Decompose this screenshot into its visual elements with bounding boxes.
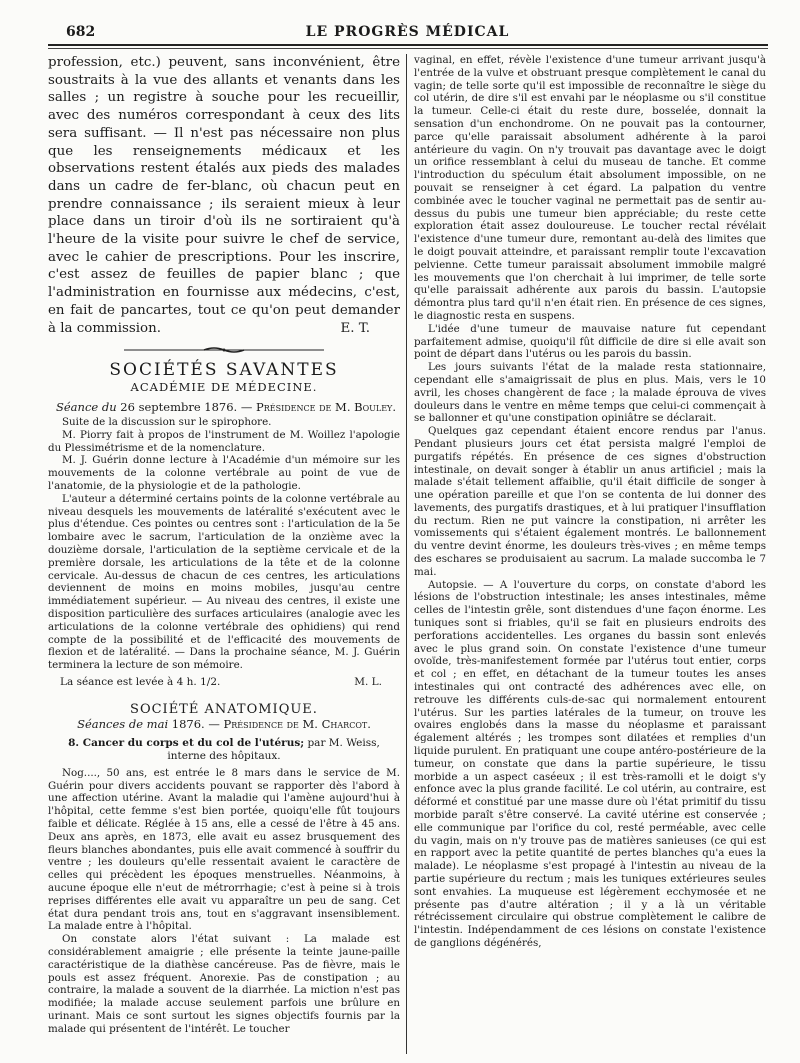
anatomic-society-title: SOCIÉTÉ ANATOMIQUE. bbox=[130, 701, 318, 717]
case-paragraph: L'idée d'une tumeur de mauvaise nature fut cependant parfaitement admise, quoiqu'il fût difficile de dire si elle avait son point de départ dans l'utérus ou les parois du bassin. bbox=[414, 322, 766, 361]
case-title bbox=[48, 737, 400, 763]
case-author: par M. Weiss, interne des hôpitaux. bbox=[167, 736, 380, 762]
case-paragraph: On constate alors l'état suivant : La malade est considérablement amaigrie ; elle présente la teinte jaune-paille caractéristique de la diathèse cancéreuse. Pas de fièvre, mais le pouls est assez fréquent. Anorexie. Pas de constipation ; au contraire, la malade a souvent de la diarrhée. La miction n'est pas modifiée; la malade accuse seulement parfois une brûlure en urinant. Mais ce sont surtout les signes objectifs fournis par la malade qui présentent de l'intérêt. Le toucher bbox=[48, 933, 400, 1035]
section-title: SOCIÉTÉS SAVANTES bbox=[109, 359, 339, 380]
session-paragraph: Suite de la discussion sur le spirophore. bbox=[62, 415, 272, 428]
session-presidency: Présidence de M. Bouley. bbox=[256, 399, 396, 414]
case-paragraph: Quelques gaz cependant étaient encore rendus par l'anus. Pendant plusieurs jours cet état persista malgré l'emploi de purgatifs répétés. En présence de ces signes d'obstruction intestinale, on devait songer à établir un anus artificiel ; mais la malade s'était tellement affaiblie, qu'il était difficile de songer à une opération pareille et que l'on se contenta de lui donner des lavements, des purgatifs drastiques, et à lui pratiquer l'insufflation du rectum. Rien ne put vaincre la constipation, ni arrêter les vomissements qui s'étaient également montrés. Le ballonnement du ventre devint énorme, les douleurs très-vives ; en même temps des eschares se produisaient au sacrum. La malade succomba le 7 mai. bbox=[414, 425, 766, 578]
page-header bbox=[50, 24, 765, 42]
intro-paragraph: profession, etc.) peuvent, sans inconvénient, être soustraits à la vue des allants et venants dans les salles ; un registre à souche pour les recueillir, avec des numéros correspondant à ceux des lits sera suffisant. — Il n'est pas nécessaire non plus que les renseignements médicaux et les observations restent étalés aux pieds des malades dans un cadre de fer-blanc, où chacun peut en prendre connaissance ; ils seraient mieux à leur place dans un tiroir d'où ils ne sortiraient qu'à l'heure de la visite pour suivre le chef de service, avec le cahier de prescriptions. Pour les inscrire, c'est assez de feuilles de papier blanc ; que l'administration en fournisse aux médecins, c'est, en fait de pancartes, tout ce qu'on peut demander à la commission. bbox=[48, 55, 400, 336]
intro-signature: E. T. bbox=[340, 321, 370, 337]
academy-title: ACADÉMIE DE MÉDECINE. bbox=[130, 379, 318, 394]
page-number: 682 bbox=[66, 24, 96, 40]
session-signature: M. L. bbox=[354, 675, 382, 688]
session-close-row bbox=[48, 676, 400, 688]
case-paragraph: Nog...., 50 ans, est entrée le 8 mars dans le service de M. Guérin pour divers accidents pouvant se rapporter dès l'abord à une affection utérine. Avant la maladie qui l'amène aujourd'hui à l'hôpital, cette femme s'est bien portée, quoiqu'elle fût toujours faible et délicate. Réglée à 15 ans, elle a cessé de l'être à 45 ans. Deux ans après, en 1873, elle avait eu assez brusquement des fleurs blanches abondantes, puis elle avait commencé à souffrir du ventre ; les douleurs qu'elle ressentait avaient le caractère de celles qui précèdent les époques menstruelles. Néanmoins, à aucune époque elle n'eut de métrorrhagie; c'est à peine si à trois reprises différentes elle avait vu apparaître un peu de sang. Cet état dura pendant trois ans, tout en s'aggravant insensiblement. La malade entre à l'hôpital. bbox=[48, 766, 400, 933]
right-column bbox=[414, 54, 766, 1054]
session2-presidency: Présidence de M. Charcot. bbox=[223, 716, 371, 731]
autopsy-paragraph: Autopsie. — A l'ouverture du corps, on constate d'abord les lésions de l'obstruction intestinale; les anses intestinales, même celles de l'intestin grêle, sont distendues d'une façon énorme. Les tuniques sont si friables, qu'il se fait en plusieurs endroits des perforations accidentelles. Les organes du bassin sont enlevés avec le plus grand soin. On constate l'existence d'une tumeur ovoïde, très-manifestement formée par l'utérus tout entier, corps et col ; en effet, en détachant de la tumeur toutes les anses intestinales qui ont contracté des adhérences avec elle, on retrouve les différents culs-de-sac qui normalement entourent l'utérus. Sur les parties latérales de la tumeur, on trouve les ovaires englobés dans la masse du néoplasme et paraissant également altérés ; les trompes sont dilatées et remplies d'un liquide purulent. En pratiquant une coupe antéro-postérieure de la tumeur, on constate que dans la partie supérieure, le tissu morbide a un aspect caséeux ; il est très-ramolli et le doigt s'y enfonce avec la plus grande facilité. Le col utérin, au contraire, est déformé et constitué par une masse dure où l'état primitif du tissu morbide paraît s'être conservé. La cavité utérine est conservée ; elle communique par l'orifice du col, resté perméable, avec celle du vagin, mais on n'y trouve pas de matières sanieuses (ce qui est en rapport avec la petite quantité de pertes blanches qu'a eues la malade). Le néoplasme s'est propagé à l'intestin au niveau de la partie supérieure du rectum ; mais les tuniques extérieures seules sont envahies. La muqueuse est légèrement ecchymosée et ne présente pas d'autre altération ; il y a là un véritable rétrécissement circulaire qui obstrue complètement le calibre de l'intestin. Indépendamment de ces lésions on constate l'existence de ganglions dégénérés, bbox=[414, 578, 766, 949]
case-paragraph: Les jours suivants l'état de la malade resta stationnaire, cependant elle s'amaigrissait de plus en plus. Mais, vers le 10 avril, les choses changèrent de face ; la malade éprouva de vives douleurs dans le ventre en même temps que celui-ci commençait à se ballonner et qu'une constipation opiniâtre se déclarait. bbox=[414, 361, 766, 425]
session-paragraph: L'auteur a déterminé certains points de la colonne vertébrale au niveau desquels les mouvements de latéralité s'exécutent avec le plus d'étendue. Ces pointes ou centres sont : l'articulation de la 5e lombaire avec le sacrum, l'articulation de la onzième avec la douzième dorsale, l'articulation de la septième cervicale et de la première dorsale, les articulations de la tête et de la colonne cervicale. Au-dessus de chacun de ces centres, les articulations deviennent de moins en moins mobiles, jusqu'au centre immédiatement supérieur. — Au niveau des centres, il existe une disposition particulière des surfaces articulaires (analogie avec les articulations de la colonne vertébrale des ophidiens) qui rend compte de la possibilité et de l'efficacité des mouvements de flexion et de latéralité. — Dans la prochaine séance, M. J. Guérin terminera la lecture de son mémoire. bbox=[48, 492, 400, 672]
session-heading-2 bbox=[48, 717, 400, 731]
case-paragraph: vaginal, en effet, révèle l'existence d'une tumeur arrivant jusqu'à l'entrée de la vulve et obstruant presque complètement le canal du vagin; de telle sorte qu'il est impossible de reconnaître le siège du col utérin, de dire s'il est envahi par le néoplasme ou s'il constitue la tumeur. Celle-ci était du reste dure, bosselée, donnait la sensation d'un enchondrome. On ne pouvait pas la contourner, parce qu'elle paraissait absolument adhérente à la paroi antérieure du vagin. On n'y trouvait pas davantage avec le doigt un orifice ressemblant à celui du museau de tanche. Et comme l'introduction du spéculum était absolument impossible, on ne pouvait se renseigner à cet égard. La palpation du ventre combinée avec le toucher vaginal ne permettait pas de sentir au-dessus du pubis une tumeur bien appréciable; du reste cette exploration était assez douloureuse. Le toucher rectal révélait l'existence d'une tumeur dure, remontant au-delà des limites que le doigt pouvait atteindre, et paraissant remplir toute l'excavation pelvienne. Cette tumeur paraissait absolument immobile malgré les mouvements que l'on cherchait à lui imprimer, de telle sorte qu'elle paraissait adhérente aux parois du bassin. L'autopsie démontra plus tard qu'il n'en était rien. En présence de ces signes, le diagnostic resta en suspens. bbox=[414, 54, 766, 322]
session2-date-italic: Séances de mai bbox=[77, 716, 169, 731]
session-paragraph: M. J. Guérin donne lecture à l'Académie d'un mémoire sur les mouvements de la colonne vertébrale au point de vue de l'anatomie, de la physiologie et de la pathologie. bbox=[48, 454, 400, 492]
header-rule-thin bbox=[48, 48, 768, 49]
session-date-rest: 26 septembre 1876. — bbox=[116, 399, 257, 414]
session-date-italic: Séance du bbox=[56, 399, 117, 414]
case-title-bold: 8. Cancer du corps et du col de l'utérus; bbox=[68, 736, 305, 749]
column-divider bbox=[406, 54, 407, 1054]
session-paragraph: M. Piorry fait à propos de l'instrument de M. Woillez l'apologie du Plessimétrisme et de la nomenclature. bbox=[48, 428, 400, 454]
session2-date-rest: 1876. — bbox=[168, 716, 224, 731]
session-heading bbox=[56, 400, 400, 414]
header-rule bbox=[48, 44, 768, 46]
left-column bbox=[48, 54, 400, 1054]
session-close: La séance est levée à 4 h. 1/2. bbox=[60, 675, 221, 688]
ornament-divider bbox=[124, 346, 324, 354]
running-title: LE PROGRÈS MÉDICAL bbox=[305, 24, 510, 40]
